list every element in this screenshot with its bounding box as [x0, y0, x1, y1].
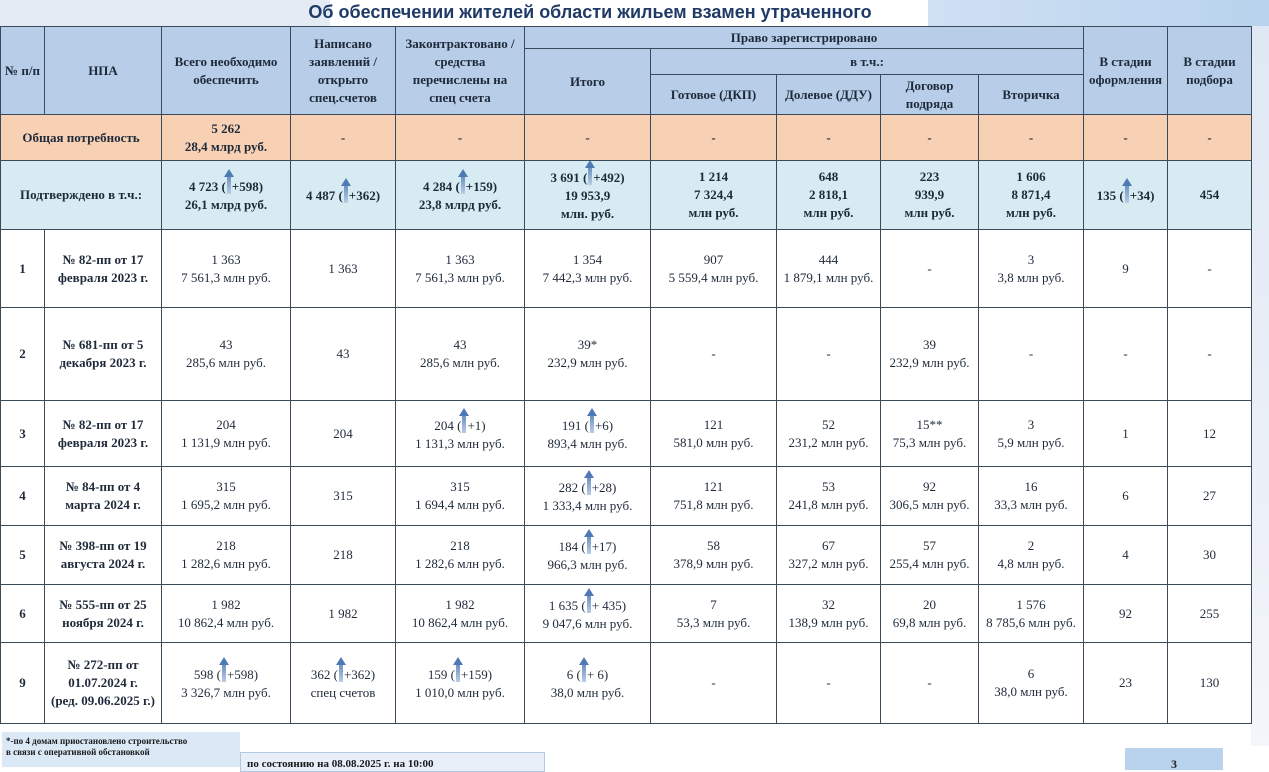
- confirmed-need: 4 723 ( +598) 26,1 млрд руб.: [162, 161, 291, 230]
- row-contract: -: [881, 643, 979, 724]
- row-in-selection: -: [1168, 308, 1252, 401]
- row-shared: 67 327,2 млн руб.: [777, 526, 881, 585]
- arrow-up-icon: [582, 664, 586, 682]
- row-need: 1 363 7 561,3 млн руб.: [162, 230, 291, 308]
- table-row: [1, 643, 1252, 724]
- arrow-up-icon: [456, 664, 460, 682]
- row-itogo: 184 ( +17) 966,3 млн руб.: [525, 526, 651, 585]
- row-in-process: -: [1084, 308, 1168, 401]
- row-ready: 7 53,3 млн руб.: [651, 585, 777, 643]
- page-title: Об обеспечении жителей области жильем взамен утраченного: [308, 2, 872, 22]
- total-dash: -: [1084, 115, 1168, 161]
- row-contract: 57 255,4 млн руб.: [881, 526, 979, 585]
- row-apps: 1 363: [291, 230, 396, 308]
- row-contracted: 1 363 7 561,3 млн руб.: [396, 230, 525, 308]
- total-dash: -: [1168, 115, 1252, 161]
- table-row: [1, 467, 1252, 526]
- total-dash: -: [651, 115, 777, 161]
- row-contracted: 43 285,6 млн руб.: [396, 308, 525, 401]
- row-shared: 444 1 879,1 млн руб.: [777, 230, 881, 308]
- row-in-selection: 255: [1168, 585, 1252, 643]
- row-secondary: 1 576 8 785,6 млн руб.: [979, 585, 1084, 643]
- arrow-up-icon: [588, 167, 592, 185]
- row-apps: 204: [291, 401, 396, 467]
- row-npa: № 82-пп от 17 февраля 2023 г.: [45, 401, 162, 467]
- total-dash: -: [777, 115, 881, 161]
- row-num: 5: [1, 526, 45, 585]
- row-secondary: 6 38,0 млн руб.: [979, 643, 1084, 724]
- row-contracted: 218 1 282,6 млн руб.: [396, 526, 525, 585]
- row-num: 2: [1, 308, 45, 401]
- row-need: 315 1 695,2 млн руб.: [162, 467, 291, 526]
- header-num: № п/п: [1, 27, 45, 115]
- row-shared: 52 231,2 млн руб.: [777, 401, 881, 467]
- housing-table: [0, 26, 1252, 724]
- row-ready: 121 751,8 млн руб.: [651, 467, 777, 526]
- confirmed-itogo: 3 691 ( +492) 19 953,9 млн. руб.: [525, 161, 651, 230]
- row-itogo: 1 354 7 442,3 млн руб.: [525, 230, 651, 308]
- row-itogo: 39* 232,9 млн руб.: [525, 308, 651, 401]
- arrow-up-icon: [462, 415, 466, 433]
- arrow-up-icon: [587, 536, 591, 554]
- arrow-up-icon: [587, 595, 591, 613]
- table-row-total: [1, 115, 1252, 161]
- row-contract: -: [881, 230, 979, 308]
- as-of-date: по состоянию на 08.08.2025 г. на 10:00: [240, 752, 545, 772]
- row-in-selection: 27: [1168, 467, 1252, 526]
- row-num: 4: [1, 467, 45, 526]
- row-contract: 92 306,5 млн руб.: [881, 467, 979, 526]
- arrow-up-icon: [1125, 185, 1129, 203]
- right-decor-strip: [1251, 26, 1269, 746]
- header-applications: Написано заявлений / открыто спец.счетов: [291, 27, 396, 115]
- total-need: 5 262 28,4 млрд руб.: [162, 115, 291, 161]
- row-need: 1 982 10 862,4 млн руб.: [162, 585, 291, 643]
- row-need: 218 1 282,6 млн руб.: [162, 526, 291, 585]
- arrow-up-icon: [344, 185, 348, 203]
- header-contracted: Законтрактовано / средства перечислены на спец счета: [396, 27, 525, 115]
- row-contracted: 315 1 694,4 млн руб.: [396, 467, 525, 526]
- header-npa: НПА: [45, 27, 162, 115]
- row-npa: № 272-пп от 01.07.2024 г. (ред. 09.06.2025 г.): [45, 643, 162, 724]
- row-in-selection: -: [1168, 230, 1252, 308]
- header-registered: Право зарегистрировано: [525, 27, 1084, 49]
- row-ready: 121 581,0 млн руб.: [651, 401, 777, 467]
- row-itogo: 6 ( + 6) 38,0 млн руб.: [525, 643, 651, 724]
- confirmed-contracted: 4 284 ( +159) 23,8 млрд руб.: [396, 161, 525, 230]
- confirmed-contract: 223 939,9 млн руб.: [881, 161, 979, 230]
- row-shared: 32 138,9 млн руб.: [777, 585, 881, 643]
- row-npa: № 555-пп от 25 ноября 2024 г.: [45, 585, 162, 643]
- row-in-process: 1: [1084, 401, 1168, 467]
- row-num: 1: [1, 230, 45, 308]
- row-npa: № 82-пп от 17 февраля 2023 г.: [45, 230, 162, 308]
- confirmed-shared: 648 2 818,1 млн руб.: [777, 161, 881, 230]
- row-itogo: 282 ( +28) 1 333,4 млн руб.: [525, 467, 651, 526]
- header-itogo: Итого: [525, 49, 651, 115]
- row-ready: -: [651, 308, 777, 401]
- row-contracted: 204 ( +1) 1 131,3 млн руб.: [396, 401, 525, 467]
- row-contracted: 159 ( +159) 1 010,0 млн руб.: [396, 643, 525, 724]
- row-itogo: 191 ( +6) 893,4 млн руб.: [525, 401, 651, 467]
- arrow-up-icon: [590, 415, 594, 433]
- confirmed-label: Подтверждено в т.ч.:: [1, 161, 162, 230]
- row-num: 6: [1, 585, 45, 643]
- row-apps: 43: [291, 308, 396, 401]
- arrow-up-icon: [587, 477, 591, 495]
- total-dash: -: [291, 115, 396, 161]
- row-in-selection: 130: [1168, 643, 1252, 724]
- row-contract: 15** 75,3 млн руб.: [881, 401, 979, 467]
- total-dash: -: [525, 115, 651, 161]
- row-secondary: 3 3,8 млн руб.: [979, 230, 1084, 308]
- row-contracted: 1 982 10 862,4 млн руб.: [396, 585, 525, 643]
- row-secondary: 16 33,3 млн руб.: [979, 467, 1084, 526]
- row-in-process: 4: [1084, 526, 1168, 585]
- table-row: [1, 230, 1252, 308]
- row-need: 598 ( +598) 3 326,7 млн руб.: [162, 643, 291, 724]
- row-shared: 53 241,8 млн руб.: [777, 467, 881, 526]
- confirmed-in-selection: 454: [1168, 161, 1252, 230]
- row-in-selection: 30: [1168, 526, 1252, 585]
- table-row: [1, 401, 1252, 467]
- row-secondary: 3 5,9 млн руб.: [979, 401, 1084, 467]
- row-apps: 362 ( +362) спец счетов: [291, 643, 396, 724]
- total-label: Общая потребность: [1, 115, 162, 161]
- confirmed-apps: 4 487 ( +362): [291, 161, 396, 230]
- row-need: 204 1 131,9 млн руб.: [162, 401, 291, 467]
- row-num: 9: [1, 643, 45, 724]
- row-itogo: 1 635 ( + 435) 9 047,6 млн руб.: [525, 585, 651, 643]
- arrow-up-icon: [461, 176, 465, 194]
- header-total-need: Всего необходимо обеспечить: [162, 27, 291, 115]
- header-shared: Долевое (ДДУ): [777, 75, 881, 115]
- row-secondary: -: [979, 308, 1084, 401]
- row-ready: 58 378,9 млн руб.: [651, 526, 777, 585]
- row-in-process: 9: [1084, 230, 1168, 308]
- arrow-up-icon: [227, 176, 231, 194]
- row-in-process: 92: [1084, 585, 1168, 643]
- row-in-process: 6: [1084, 467, 1168, 526]
- confirmed-secondary: 1 606 8 871,4 млн руб.: [979, 161, 1084, 230]
- row-in-selection: 12: [1168, 401, 1252, 467]
- row-ready: 907 5 559,4 млн руб.: [651, 230, 777, 308]
- row-contract: 20 69,8 млн руб.: [881, 585, 979, 643]
- total-dash: -: [396, 115, 525, 161]
- row-secondary: 2 4,8 млн руб.: [979, 526, 1084, 585]
- table-row: [1, 585, 1252, 643]
- arrow-up-icon: [339, 664, 343, 682]
- row-shared: -: [777, 643, 881, 724]
- row-npa: № 84-пп от 4 марта 2024 г.: [45, 467, 162, 526]
- row-in-process: 23: [1084, 643, 1168, 724]
- row-num: 3: [1, 401, 45, 467]
- row-npa: № 681-пп от 5 декабря 2023 г.: [45, 308, 162, 401]
- row-npa: № 398-пп от 19 августа 2024 г.: [45, 526, 162, 585]
- confirmed-in-process: 135 ( +34): [1084, 161, 1168, 230]
- table-row: [1, 308, 1252, 401]
- total-dash: -: [979, 115, 1084, 161]
- table-row-confirmed: [1, 161, 1252, 230]
- footnote: *-по 4 домам приостановлено строительство в связи с оперативной обстановкой: [2, 732, 240, 767]
- row-apps: 315: [291, 467, 396, 526]
- row-contract: 39 232,9 млн руб.: [881, 308, 979, 401]
- total-dash: -: [881, 115, 979, 161]
- row-apps: 218: [291, 526, 396, 585]
- header-in-selection: В стадии подбора: [1168, 27, 1252, 115]
- header-contract: Договор подряда: [881, 75, 979, 115]
- row-shared: -: [777, 308, 881, 401]
- confirmed-ready: 1 214 7 324,4 млн руб.: [651, 161, 777, 230]
- row-apps: 1 982: [291, 585, 396, 643]
- arrow-up-icon: [222, 664, 226, 682]
- header-in-process: В стадии оформления: [1084, 27, 1168, 115]
- header-ready: Готовое (ДКП): [651, 75, 777, 115]
- row-ready: -: [651, 643, 777, 724]
- header-incl: в т.ч.:: [651, 49, 1084, 75]
- table-row: [1, 526, 1252, 585]
- page-number: 3: [1125, 748, 1223, 770]
- row-need: 43 285,6 млн руб.: [162, 308, 291, 401]
- header-secondary: Вторичка: [979, 75, 1084, 115]
